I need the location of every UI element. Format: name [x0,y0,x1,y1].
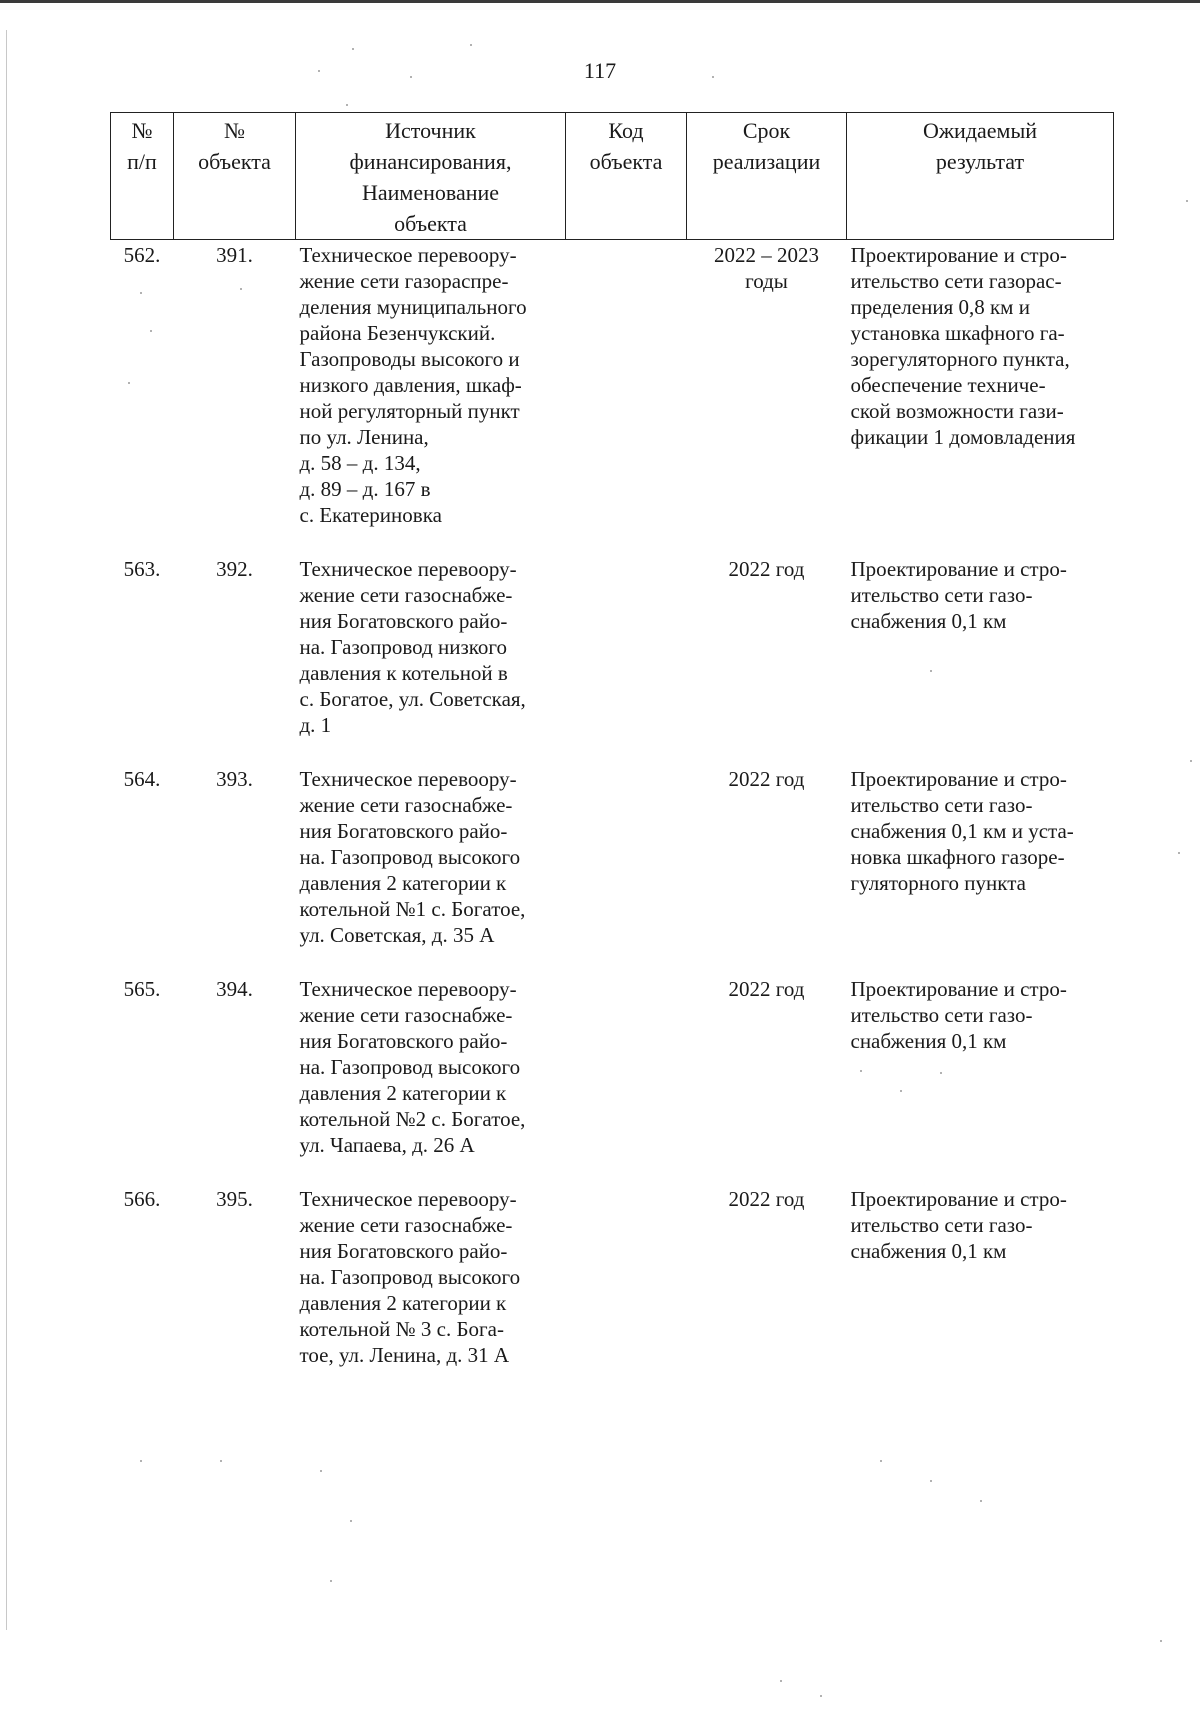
text-line: давления к котельной в [299,661,508,685]
text-line: обеспечение техниче- [850,373,1046,397]
text-line: на. Газопровод низкого [299,635,508,659]
text-line: зорегуляторного пункта, [850,347,1070,371]
object-number: 391. [216,243,253,267]
header-object-code [566,113,687,240]
text-line: д. 89 – д. 167 в [299,477,431,501]
text-line: Техническое перевоору- [299,767,517,791]
text-line: ния Богатовского райо- [299,1029,508,1053]
text-line: 2022 год [728,1187,805,1211]
row-number: 562. [123,243,161,267]
text-line: № [224,118,245,143]
expected-result [847,556,1114,766]
object-number: 393. [216,767,253,791]
text-line: п/п [127,149,157,174]
text-line: ния Богатовского райо- [299,609,508,633]
expected-result [847,1186,1114,1396]
text-line: фикации 1 домовладения [850,425,1076,449]
text-line: Проектирование и стро- [850,767,1067,791]
row-number: 564. [123,767,161,791]
text-line: ния Богатовского райо- [299,819,508,843]
text-line: Проектирование и стро- [850,1187,1067,1211]
object-code [566,240,687,557]
text-line: жение сети газоснабже- [299,793,513,817]
text-line: ительство сети газо- [850,1003,1033,1027]
text-line: жение сети газоснабже- [299,583,513,607]
text-line: финансирования, [349,149,512,174]
scan-edge-left [6,30,7,1630]
text-line: жение сети газоснабже- [299,1213,513,1237]
text-line: 2022 год [728,767,805,791]
text-line: по ул. Ленина, [299,425,429,449]
text-line: жение сети газоснабже- [299,1003,513,1027]
objects-table [110,112,1114,1396]
text-line: котельной №1 с. Богатое, [299,897,526,921]
text-line: 2022 – 2023 [714,243,819,267]
scan-edge-top [0,0,1200,3]
text-line: Код [608,118,644,143]
text-line: 2022 год [728,977,805,1001]
text-line: ной регуляторный пункт [299,399,520,423]
text-line: д. 58 – д. 134, [299,451,421,475]
object-code [566,1186,687,1396]
text-line: Ожидаемый [922,118,1038,143]
object-name [296,240,566,557]
text-line: жение сети газораспре- [299,269,509,293]
implementation-term [687,766,847,976]
header-implementation-term [687,113,847,240]
implementation-term [687,556,847,766]
text-line: реализации [712,149,821,174]
object-number: 394. [216,977,253,1001]
object-code [566,976,687,1186]
text-line: новка шкафного газоре- [850,845,1065,869]
text-line: Техническое перевоору- [299,557,517,581]
row-number: 566. [123,1187,161,1211]
expected-result [847,766,1114,976]
text-line: ительство сети газорас- [850,269,1062,293]
object-name [296,1186,566,1396]
text-line: объекта [198,149,271,174]
text-line: с. Богатое, ул. Советская, [299,687,526,711]
text-line: гуляторного пункта [850,871,1026,895]
object-number: 392. [216,557,253,581]
header-funding-source-name [296,113,566,240]
table-header-row [111,113,1114,240]
expected-result [847,976,1114,1186]
text-line: ительство сети газо- [850,1213,1033,1237]
object-code [566,556,687,766]
text-line: пределения 0,8 км и [850,295,1030,319]
text-line: на. Газопровод высокого [299,1265,521,1289]
header-object-number [174,113,296,240]
row-number: 563. [123,557,161,581]
text-line: Проектирование и стро- [850,243,1067,267]
text-line: с. Екатериновка [299,503,442,527]
text-line: давления 2 категории к [299,871,507,895]
text-line: на. Газопровод высокого [299,1055,521,1079]
text-line: результат [935,149,1025,174]
object-name [296,766,566,976]
text-line: снабжения 0,1 км и уста- [850,819,1074,843]
implementation-term [687,1186,847,1396]
text-line: снабжения 0,1 км [850,609,1007,633]
text-line: годы [745,269,788,293]
text-line: на. Газопровод высокого [299,845,521,869]
text-line: давления 2 категории к [299,1081,507,1105]
text-line: Наименование [361,180,500,205]
text-line: снабжения 0,1 км [850,1029,1007,1053]
text-line: тое, ул. Ленина, д. 31 А [299,1343,510,1367]
text-line: д. 1 [299,713,332,737]
text-line: Газопроводы высокого и [299,347,520,371]
text-line: объекта [394,211,467,236]
text-line: Срок [742,118,791,143]
text-line: деления муниципального [299,295,527,319]
text-line: ул. Советская, д. 35 А [299,923,495,947]
header-expected-result [847,113,1114,240]
text-line: установка шкафного га- [850,321,1065,345]
object-code [566,766,687,976]
text-line: ния Богатовского райо- [299,1239,508,1263]
object-name [296,556,566,766]
text-line: ул. Чапаева, д. 26 А [299,1133,475,1157]
table-body [111,240,1114,1397]
text-line: снабжения 0,1 км [850,1239,1007,1263]
implementation-term [687,240,847,557]
expected-result [847,240,1114,557]
text-line: 2022 год [728,557,805,581]
text-line: котельной №2 с. Богатое, [299,1107,526,1131]
text-line: котельной № 3 с. Бога- [299,1317,504,1341]
table-row [111,1186,1114,1396]
text-line: Техническое перевоору- [299,243,517,267]
header-row-number [111,113,174,240]
table-row [111,240,1114,557]
text-line: ительство сети газо- [850,793,1033,817]
text-line: № [131,118,153,143]
text-line: объекта [589,149,663,174]
text-line: давления 2 категории к [299,1291,507,1315]
page-number: 117 [583,58,617,83]
implementation-term [687,976,847,1186]
text-line: района Безенчукский. [299,321,496,345]
table-row [111,556,1114,766]
text-line: низкого давления, шкаф- [299,373,522,397]
table-row [111,766,1114,976]
row-number: 565. [123,977,161,1001]
text-line: Техническое перевоору- [299,1187,517,1211]
text-line: Техническое перевоору- [299,977,517,1001]
text-line: Проектирование и стро- [850,557,1067,581]
text-line: Источник [385,118,476,143]
object-number: 395. [216,1187,253,1211]
text-line: ительство сети газо- [850,583,1033,607]
text-line: ской возможности гази- [850,399,1064,423]
text-line: Проектирование и стро- [850,977,1067,1001]
table-row [111,976,1114,1186]
object-name [296,976,566,1186]
